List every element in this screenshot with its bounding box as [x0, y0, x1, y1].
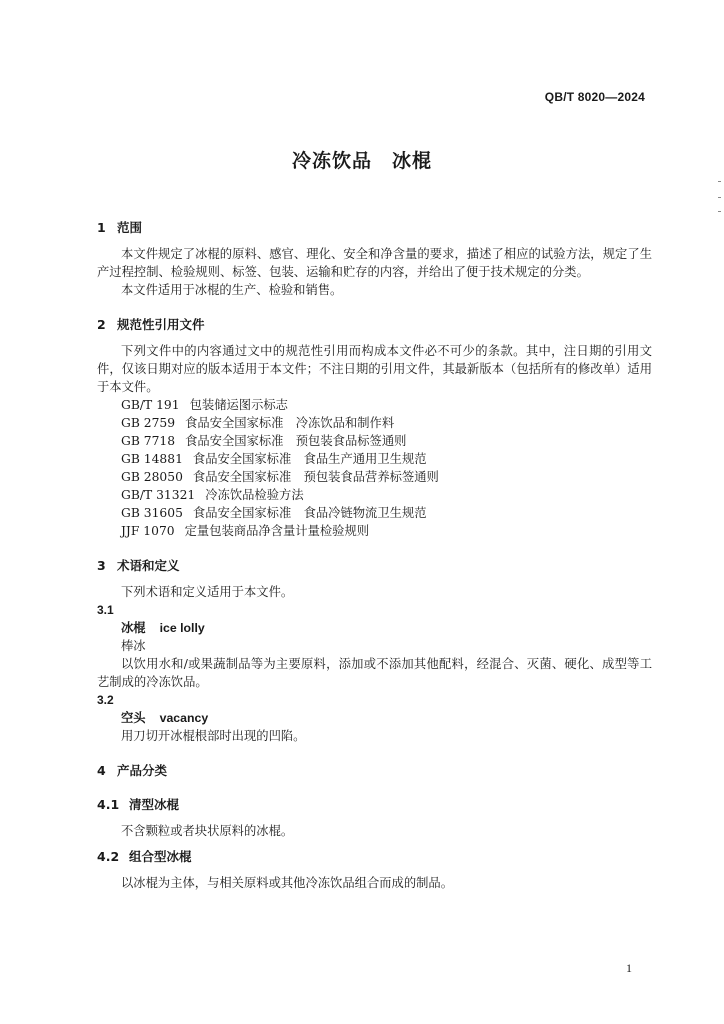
- subsection-title: 清型冰棍: [129, 797, 180, 812]
- section-4-heading: [97, 762, 652, 780]
- reference-item: [97, 396, 652, 414]
- term-chinese: 冰棍: [121, 621, 146, 635]
- section-title: 规范性引用文件: [117, 317, 205, 332]
- reference-code: GB 2759: [121, 416, 176, 430]
- paragraph: 以冰棍为主体，与相关原料或其他冷冻饮品组合而成的制品。: [121, 876, 454, 890]
- section-2-heading: [97, 316, 652, 334]
- reference-item: [97, 522, 652, 540]
- term-number: 3.2: [97, 693, 114, 707]
- reference-name: 食品安全国家标准 预包装食品标签通则: [185, 434, 407, 448]
- paragraph: 本文件适用于冰棍的生产、检验和销售。: [121, 283, 343, 297]
- subsection-title: 组合型冰棍: [129, 849, 192, 864]
- reference-name: 包装储运图示标志: [189, 398, 288, 412]
- paragraph: 不含颗粒或者块状原料的冰棍。: [121, 824, 294, 838]
- term-alternate: 棒冰: [121, 639, 146, 653]
- reference-code: JJF 1070: [121, 524, 175, 538]
- paragraph: 下列文件中的内容通过文中的规范性引用而构成本文件必不可少的条款。其中，注日期的引用文件，仅该日期对应的版本适用于本文件；不注日期的引用文件，其最新版本（包括所有的修改单）适用于本文件。: [97, 344, 652, 394]
- section-1-heading: [97, 219, 652, 237]
- reference-code: GB 31605: [121, 506, 183, 520]
- term-chinese: 空头: [121, 711, 146, 725]
- scan-edge-mark: [718, 197, 721, 198]
- term-definition: 用刀切开冰棍根部时出现的凹陷。: [121, 729, 306, 743]
- scan-edge-mark: [718, 211, 721, 212]
- subsection-4-1-heading: [97, 796, 652, 814]
- reference-item: [97, 504, 652, 522]
- reference-code: GB/T 31321: [121, 488, 196, 502]
- page-number: 1: [626, 961, 632, 975]
- term-english: ice lolly: [159, 621, 205, 635]
- document-title: 冷冻饮品 冰棍: [291, 150, 432, 172]
- reference-name: 定量包装商品净含量计量检验规则: [184, 524, 370, 538]
- reference-item: [97, 486, 652, 504]
- reference-name: 冷冻饮品检验方法: [205, 488, 304, 502]
- section-title: 术语和定义: [117, 558, 180, 573]
- section-number: 3: [97, 558, 106, 573]
- term-heading: [97, 619, 652, 637]
- reference-item: [97, 432, 652, 450]
- reference-code: GB 14881: [121, 452, 183, 466]
- reference-name: 食品安全国家标准 冷冻饮品和制作料: [185, 416, 395, 430]
- scan-edge-mark: [718, 181, 721, 182]
- term-definition: 以饮用水和/或果蔬制品等为主要原料，添加或不添加其他配料，经混合、灭菌、硬化、成型等工艺制成的冷冻饮品。: [97, 657, 652, 689]
- reference-item: [97, 414, 652, 432]
- section-number: 1: [97, 220, 106, 235]
- paragraph: 下列术语和定义适用于本文件。: [121, 585, 294, 599]
- reference-code: GB/T 191: [121, 398, 180, 412]
- term-number: 3.1: [97, 603, 114, 617]
- term-heading: [97, 709, 652, 727]
- reference-item: [97, 450, 652, 468]
- section-3-heading: [97, 557, 652, 575]
- subsection-4-2-heading: [97, 848, 652, 866]
- subsection-number: 4.1: [97, 797, 120, 812]
- paragraph: 本文件规定了冰棍的原料、感官、理化、安全和净含量的要求，描述了相应的试验方法，规定了生产过程控制、检验规则、标签、包装、运输和贮存的内容，并给出了便于技术规定的分类。: [97, 247, 652, 279]
- reference-code: GB 28050: [121, 470, 183, 484]
- section-number: 4: [97, 763, 106, 778]
- standard-code: QB/T 8020—2024: [544, 90, 645, 104]
- reference-name: 食品安全国家标准 食品冷链物流卫生规范: [192, 506, 427, 520]
- reference-name: 食品安全国家标准 预包装食品营养标签通则: [192, 470, 439, 484]
- reference-name: 食品安全国家标准 食品生产通用卫生规范: [192, 452, 427, 466]
- section-number: 2: [97, 317, 106, 332]
- reference-code: GB 7718: [121, 434, 176, 448]
- term-english: vacancy: [159, 711, 209, 725]
- subsection-number: 4.2: [97, 849, 120, 864]
- section-title: 产品分类: [117, 763, 168, 778]
- section-title: 范围: [117, 220, 143, 235]
- reference-item: [97, 468, 652, 486]
- document-body: [97, 219, 652, 892]
